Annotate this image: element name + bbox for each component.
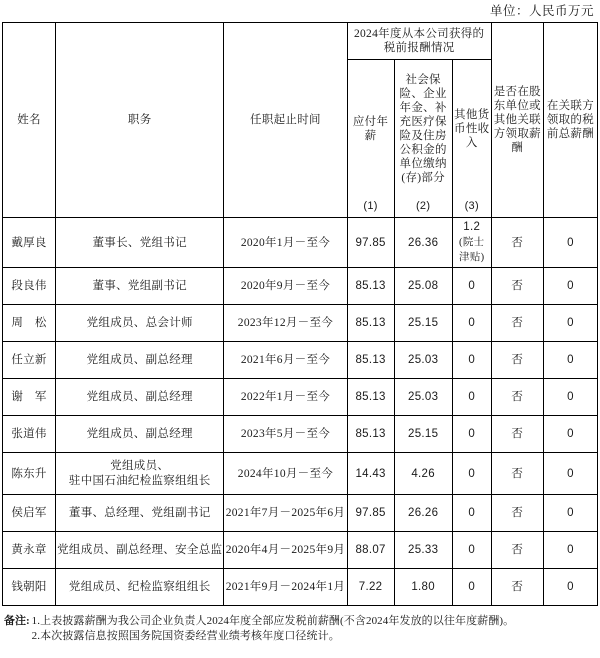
cell-name: 陈东升 <box>3 453 56 495</box>
cell-period: 2021年9月－2024年1月 <box>224 569 347 606</box>
table-row <box>3 268 598 305</box>
cell-insurance: 25.03 <box>394 342 452 379</box>
cell-payable-annual: 7.22 <box>347 569 394 606</box>
col-header-insurance-index: (2) <box>415 199 431 212</box>
cell-from-shareholder: 否 <box>491 379 543 416</box>
col-header-other-income <box>452 60 491 218</box>
cell-name: 侯启军 <box>3 495 56 532</box>
cell-period: 2022年1月－至今 <box>224 379 347 416</box>
cell-post-line-1: 党组成员、 <box>110 459 170 472</box>
cell-post: 党组成员、总会计师 <box>56 305 224 342</box>
cell-payable-annual: 85.13 <box>347 342 394 379</box>
cell-other-income-note: (院士津贴) <box>459 237 485 263</box>
col-header-post <box>56 23 224 218</box>
cell-payable-annual: 85.13 <box>347 379 394 416</box>
cell-name: 钱朝阳 <box>3 569 56 606</box>
cell-period: 2024年10月－至今 <box>224 453 347 495</box>
note-line-1: 1.上表披露薪酬为我公司企业负责人2024年度全部应发税前薪酬(不含2024年发放的以往年度薪酬)。 <box>31 615 515 627</box>
cell-period: 2021年6月－至今 <box>224 342 347 379</box>
table-row <box>3 453 598 495</box>
col-header-name <box>3 23 56 218</box>
cell-period: 2020年4月－2025年9月 <box>224 532 347 569</box>
table-body <box>3 218 598 606</box>
cell-insurance: 25.08 <box>394 268 452 305</box>
table-row <box>3 342 598 379</box>
col-header-payable-annual-label: 应付年薪 <box>352 115 389 142</box>
cell-related-party-total: 0 <box>543 342 597 379</box>
cell-name: 戴厚良 <box>3 218 56 268</box>
notes-label: 备注: <box>4 615 30 627</box>
cell-related-party-total: 0 <box>543 305 597 342</box>
cell-other-income: 0 <box>452 495 491 532</box>
note-line-2: 2.本次披露信息按照国务院国资委经营业绩考核年度口径统计。 <box>31 630 340 642</box>
cell-insurance: 4.26 <box>394 453 452 495</box>
cell-payable-annual: 97.85 <box>347 218 394 268</box>
cell-related-party-total: 0 <box>543 268 597 305</box>
cell-from-shareholder: 否 <box>491 218 543 268</box>
cell-other-income: 0 <box>452 453 491 495</box>
cell-insurance: 26.36 <box>394 218 452 268</box>
cell-insurance: 25.15 <box>394 416 452 453</box>
col-header-group-pretax: 2024年度从本公司获得的税前报酬情况 <box>347 23 491 60</box>
cell-insurance: 26.26 <box>394 495 452 532</box>
col-header-period-label: 任职起止时间 <box>250 114 321 126</box>
col-header-other-income-label: 其他货币性收入 <box>454 108 490 149</box>
cell-other-income: 0 <box>452 342 491 379</box>
cell-related-party-total: 0 <box>543 379 597 416</box>
cell-period: 2023年12月－至今 <box>224 305 347 342</box>
cell-post: 党组成员、副总经理 <box>56 416 224 453</box>
cell-payable-annual: 85.13 <box>347 416 394 453</box>
cell-from-shareholder: 否 <box>491 268 543 305</box>
cell-other-income: 0 <box>452 305 491 342</box>
cell-post: 党组成员、副总经理 <box>56 379 224 416</box>
cell-name: 张道伟 <box>3 416 56 453</box>
table-row <box>3 379 598 416</box>
cell-from-shareholder: 否 <box>491 532 543 569</box>
cell-related-party-total: 0 <box>543 532 597 569</box>
table-row <box>3 218 598 268</box>
cell-period: 2020年1月－至今 <box>224 218 347 268</box>
cell-payable-annual: 85.13 <box>347 268 394 305</box>
cell-other-income-value: 1.2 <box>463 221 481 233</box>
cell-name: 任立新 <box>3 342 56 379</box>
cell-post <box>56 453 224 495</box>
cell-name: 谢 军 <box>3 379 56 416</box>
col-header-payable-annual-index: (1) <box>363 199 378 212</box>
header-row-group <box>3 23 598 60</box>
cell-post: 董事长、党组书记 <box>56 218 224 268</box>
col-header-from-shareholder <box>491 23 543 218</box>
table-row <box>3 495 598 532</box>
table-row <box>3 416 598 453</box>
cell-post: 董事、总经理、党组副书记 <box>56 495 224 532</box>
cell-other-income <box>452 218 491 268</box>
cell-related-party-total: 0 <box>543 218 597 268</box>
col-header-insurance-label: 社会保险、企业年金、补充医疗保险及住房公积金的单位缴纳(存)部分 <box>399 73 447 184</box>
cell-from-shareholder: 否 <box>491 569 543 606</box>
cell-related-party-total: 0 <box>543 416 597 453</box>
unit-label: 单位：人民币万元 <box>489 4 594 18</box>
cell-payable-annual: 14.43 <box>347 453 394 495</box>
cell-insurance: 1.80 <box>394 569 452 606</box>
col-header-name-label: 姓名 <box>17 114 41 126</box>
cell-post: 党组成员、纪检监察组组长 <box>56 569 224 606</box>
table-row <box>3 305 598 342</box>
cell-other-income: 0 <box>452 268 491 305</box>
cell-period: 2021年7月－2025年6月 <box>224 495 347 532</box>
compensation-table <box>2 22 598 606</box>
cell-from-shareholder: 否 <box>491 453 543 495</box>
cell-name: 周 松 <box>3 305 56 342</box>
cell-insurance: 25.03 <box>394 379 452 416</box>
cell-insurance: 25.33 <box>394 532 452 569</box>
cell-related-party-total: 0 <box>543 453 597 495</box>
cell-related-party-total: 0 <box>543 495 597 532</box>
cell-other-income: 0 <box>452 416 491 453</box>
notes-block <box>4 614 600 644</box>
cell-post: 党组成员、副总经理 <box>56 342 224 379</box>
cell-payable-annual: 97.85 <box>347 495 394 532</box>
cell-post-line-2: 驻中国石油纪检监察组组长 <box>68 474 211 487</box>
col-header-period <box>224 23 347 218</box>
table-row <box>3 569 598 606</box>
cell-from-shareholder: 否 <box>491 305 543 342</box>
col-header-related-party-total <box>543 23 597 218</box>
col-header-payable-annual <box>347 60 394 218</box>
cell-from-shareholder: 否 <box>491 416 543 453</box>
cell-period: 2023年5月－至今 <box>224 416 347 453</box>
col-header-other-income-index: (3) <box>464 199 479 212</box>
cell-related-party-total: 0 <box>543 569 597 606</box>
cell-name: 段良伟 <box>3 268 56 305</box>
cell-post: 党组成员、副总经理、安全总监 <box>56 532 224 569</box>
cell-other-income: 0 <box>452 569 491 606</box>
cell-from-shareholder: 否 <box>491 342 543 379</box>
cell-name: 黄永章 <box>3 532 56 569</box>
col-header-insurance <box>394 60 452 218</box>
cell-insurance: 25.15 <box>394 305 452 342</box>
cell-payable-annual: 88.07 <box>347 532 394 569</box>
col-header-post-label: 职务 <box>127 114 152 126</box>
cell-post: 董事、党组副书记 <box>56 268 224 305</box>
cell-other-income: 0 <box>452 379 491 416</box>
cell-payable-annual: 85.13 <box>347 305 394 342</box>
table-header <box>3 23 598 218</box>
table-row <box>3 532 598 569</box>
cell-period: 2020年9月－至今 <box>224 268 347 305</box>
cell-from-shareholder: 否 <box>491 495 543 532</box>
cell-other-income: 0 <box>452 532 491 569</box>
col-header-from-shareholder-label: 是否在股东单位或其他关联方领取薪酬 <box>493 86 541 154</box>
col-header-related-party-total-label: 在关联方领取的税前总薪酬 <box>546 100 595 140</box>
